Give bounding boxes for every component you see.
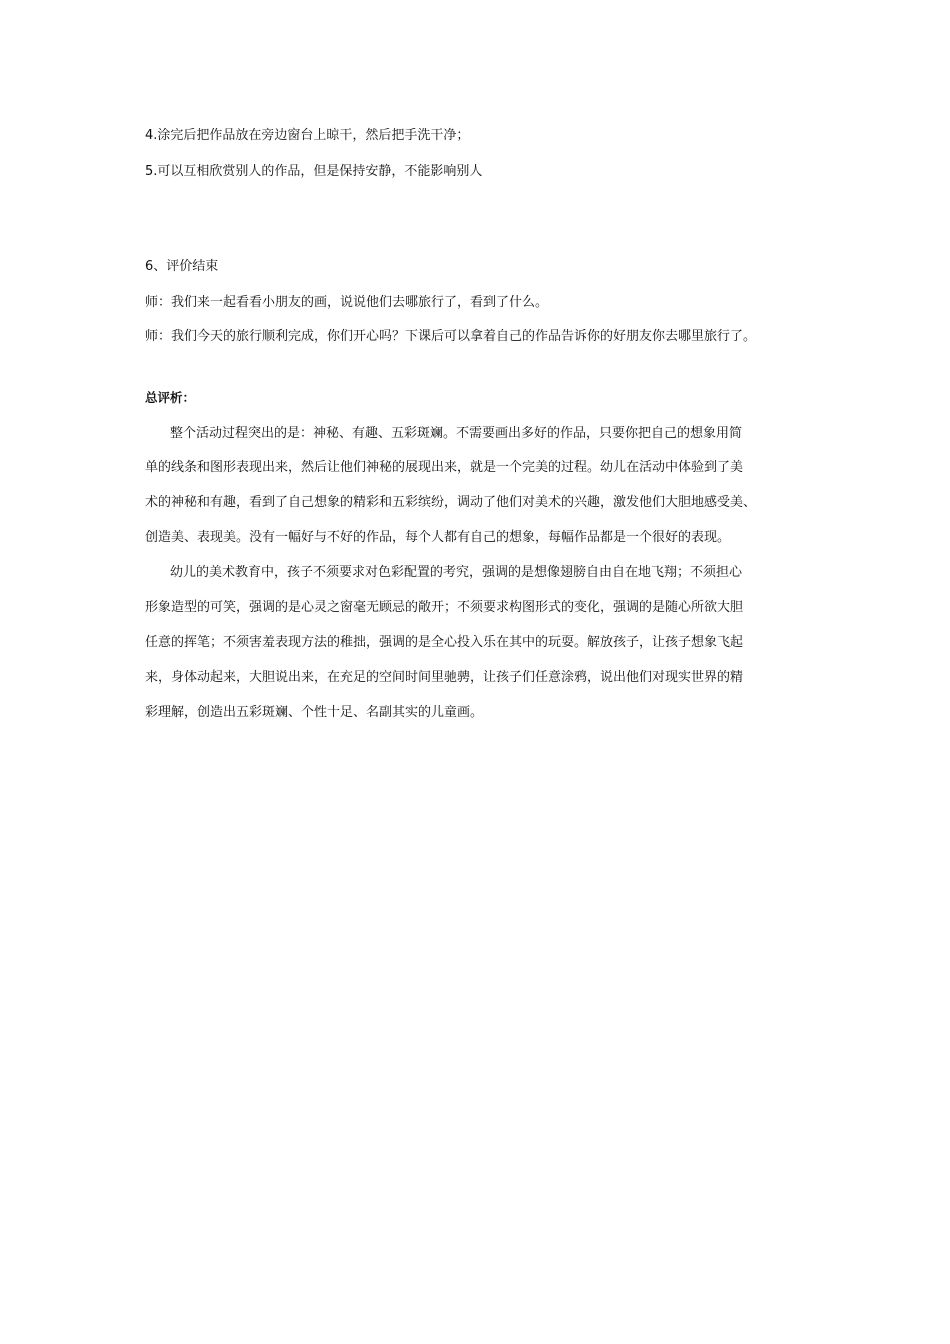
summary-p1-line-4: 创造美、表现美。没有一幅好与不好的作品，每个人都有自己的想象，每幅作品都是一个很好的表现。: [145, 530, 731, 545]
summary-p2-line-3: 任意的挥笔；不须害羞表现方法的稚拙，强调的是全心投入乐在其中的玩耍。解放孩子，让孩子想象飞起: [145, 635, 744, 650]
section-6-title: 6、评价结束: [145, 259, 219, 274]
summary-p2-line-4: 来，身体动起来，大胆说出来，在充足的空间时间里驰骋，让孩子们任意涂鸦，说出他们对现实世界的精: [145, 670, 744, 685]
summary-p2-line-5: 彩理解，创造出五彩斑斓、个性十足、名副其实的儿童画。: [145, 705, 484, 720]
summary-p1-line-3: 术的神秘和有趣，看到了自己想象的精彩和五彩缤纷，调动了他们对美术的兴趣，激发他们大胆地感受美、: [145, 495, 757, 510]
summary-title: 总评析：: [145, 390, 196, 405]
summary-p1-line-1: 整个活动过程突出的是：神秘、有趣、五彩斑斓。不需要画出多好的作品，只要你把自己的想象用简: [170, 426, 743, 441]
summary-p2-line-1: 幼儿的美术教育中，孩子不须要求对色彩配置的考究，强调的是想像翅膀自由自在地飞翔；不须担心: [170, 565, 743, 580]
step-4-text: 4.涂完后把作品放在旁边窗台上晾干，然后把手洗干净；: [145, 128, 470, 143]
summary-p2-line-2: 形象造型的可笑，强调的是心灵之窗毫无顾忌的敞开；不须要求构图形式的变化，强调的是随心所欲大胆: [145, 600, 744, 615]
summary-p1-line-2: 单的线条和图形表现出来，然后让他们神秘的展现出来，就是一个完美的过程。幼儿在活动中体验到了美: [145, 460, 744, 475]
step-5-text: 5.可以互相欣赏别人的作品，但是保持安静，不能影响别人: [145, 164, 483, 179]
teacher-line-2: 师：我们今天的旅行顺利完成，你们开心吗？下课后可以拿着自己的作品告诉你的好朋友你去哪里旅行了。: [145, 329, 757, 344]
teacher-line-1: 师：我们来一起看看小朋友的画，说说他们去哪旅行了，看到了什么。: [145, 295, 549, 310]
